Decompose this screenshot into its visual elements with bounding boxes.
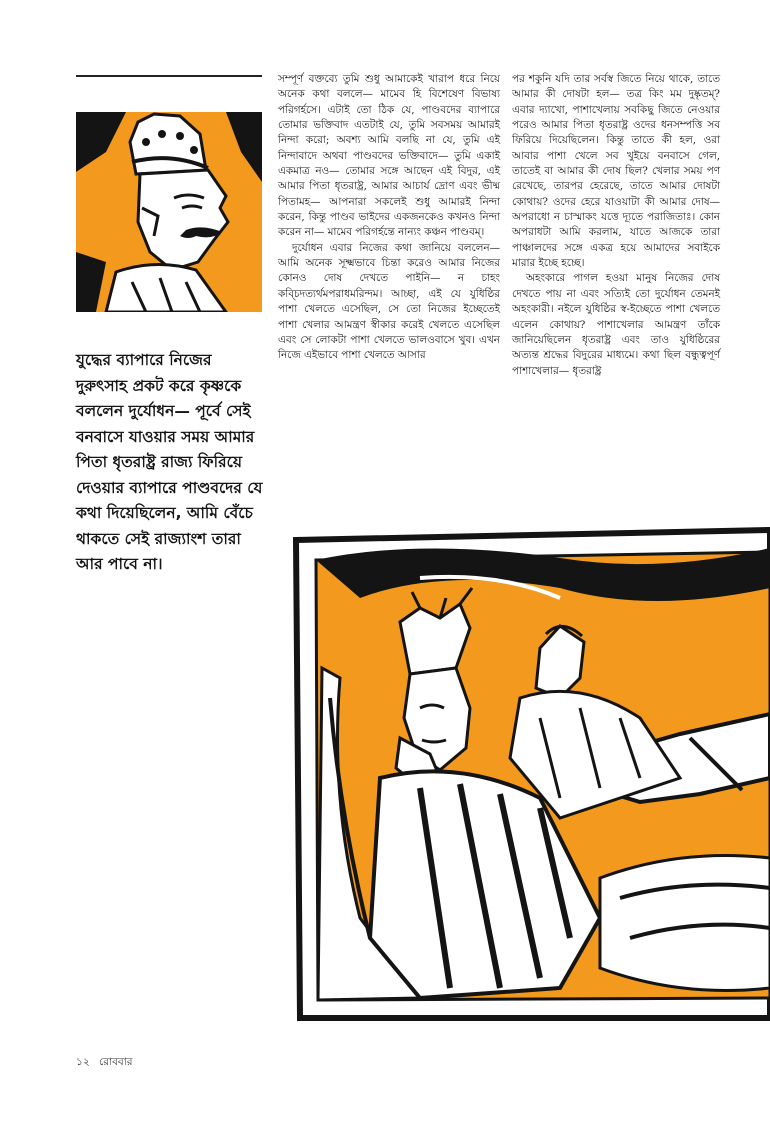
magazine-name: রোববার bbox=[98, 1056, 133, 1068]
column-2-paragraph-2: অহংকারে পাগল হওয়া মানুষ নিজের দোষ দেখতে পায় না এবং সত্যিই তো দুর্যোধন তেমনই অহংকারী। নইলে যুধিষ্ঠির স্ব-ইচ্ছেতে পাশা খেলতে এলেন কোথায়? পাশাখেলার আমন্ত্রণ তাঁকে জানিয়েছিলেন ধৃতরাষ্ট্র এবং তাও যুধিষ্ঠিরের অত্যন্ত শ্রদ্ধের বিদুরের মাধ্যমে। কথা ছিল বন্ধুত্বপূর্ণ পাশাখেলার— ধৃতরাষ্ট্র bbox=[512, 272, 720, 377]
page-footer bbox=[76, 1055, 139, 1072]
top-rule bbox=[76, 75, 262, 77]
page-number: ১২ bbox=[76, 1056, 90, 1068]
pull-quote: যুদ্ধের ব্যাপারে নিজের দুরুৎসাহ প্রকট করে কৃষ্ণকে বললেন দুর্যোধন— পূর্বে সেই বনবাসে যাওয়ার সময় আমার পিতা ধৃতরাষ্ট্র রাজ্য ফিরিয়ে দেওয়ার ব্যাপারে পাণ্ডবদের যে কথা দিয়েছিলেন, আমি বেঁচে থাকতে সেই রাজ্যাংশ তারা আর পাবে না। bbox=[76, 351, 263, 573]
article-column-1 bbox=[278, 72, 500, 364]
article-column-2 bbox=[512, 72, 720, 379]
column-2-paragraph-1: পর শকুনি যদি তার সর্বস্ব জিতে নিয়ে থাকে, তাতে আমার কী দোষটা হল— তত্র কিং মম দুষ্কৃতম্? এবার দ্যাখো, পাশাখেলায় সবকিছু জিতে নেওয়ার পরেও আমার পিতা ধৃতরাষ্ট্র ওদের ধনসম্পত্তি সব ফিরিয়ে দিয়েছিলেন। কিন্তু তাতে কী হল, ওরা আবার পাশা খেলে সব খুইয়ে বনবাসে গেল, তাতেই বা আমার কী দোষ ছিল? খেলার সময় পণ রেখেছে, তারপর হেরেছে, তাতে আমার দোষটা কোথায়? ওদের হেরে যাওয়াটা কী আমার দোষ— অপরাধো ন চাস্মাকং যত্তে দ্যূতে পরাজিতাঃ। কোন অপরাধটা আমি করলাম, যাতে আজকে তারা পাঞ্চালদের সঙ্গে একত্র হয়ে আমাদের সবাইকে মারার ইচ্ছে হচ্ছে। bbox=[512, 73, 720, 270]
column-1-paragraph-1: সম্পূর্ণ বক্তব্যে তুমি শুধু আমাকেই খারাপ ধরে নিয়ে অনেক কথা বললে— মামেব হি বিশেষেণ বিভাষ্য পরিগর্হসে। এটাই তো ঠিক যে, পাণ্ডবদের ব্যাপারে তোমার ভক্তিবাদ এতটাই যে, তুমি সবসময় আমারই নিন্দা করো; অবশ্য আমি বলছি না যে, তুমি এই নিন্দাবাদে অথবা পাণ্ডবদের ভক্তিবাদে— তুমি একাই একমাত্র নও— তোমার সঙ্গে আছেন এই বিদুর, এই আমার পিতা ধৃতরাষ্ট্র, আমার আচার্য দ্রোণ এবং ভীষ্ম পিতামহ— আপনারা সকলেই শুধু আমারই নিন্দা করেন, কিন্তু পাণ্ডব ভাইদের একজনকেও কখনও নিন্দা করেন না— মামেব পরিগর্হন্তে নান্যং কঞ্চন পাণ্ডবম্। bbox=[278, 73, 500, 239]
warrior-portrait-illustration bbox=[76, 112, 262, 312]
column-1-paragraph-2: দুর্যোধন এবার নিজের কথা জানিয়ে বললেন— আমি অনেক সূক্ষ্মভাবে চিন্তা করেও আমার নিজের কোনও দোষ দেখতে পাইনি— ন চাহং কব্চিদত্যর্থমপরাধমরিন্দম। আচ্ছা, এই যে যুধিষ্ঠির পাশা খেলতে এসেছিল, সে তো নিজের ইচ্ছেতেই পাশা খেলার আমন্ত্রণ স্বীকার করেই খেলতে এসেছিল এবং সে লোকটা পাশা খেলতে ভালওবাসে খুব। এখন নিজে এইভাবে পাশা খেলতে আসার bbox=[278, 241, 500, 362]
court-scene-illustration bbox=[0, 518, 770, 1028]
